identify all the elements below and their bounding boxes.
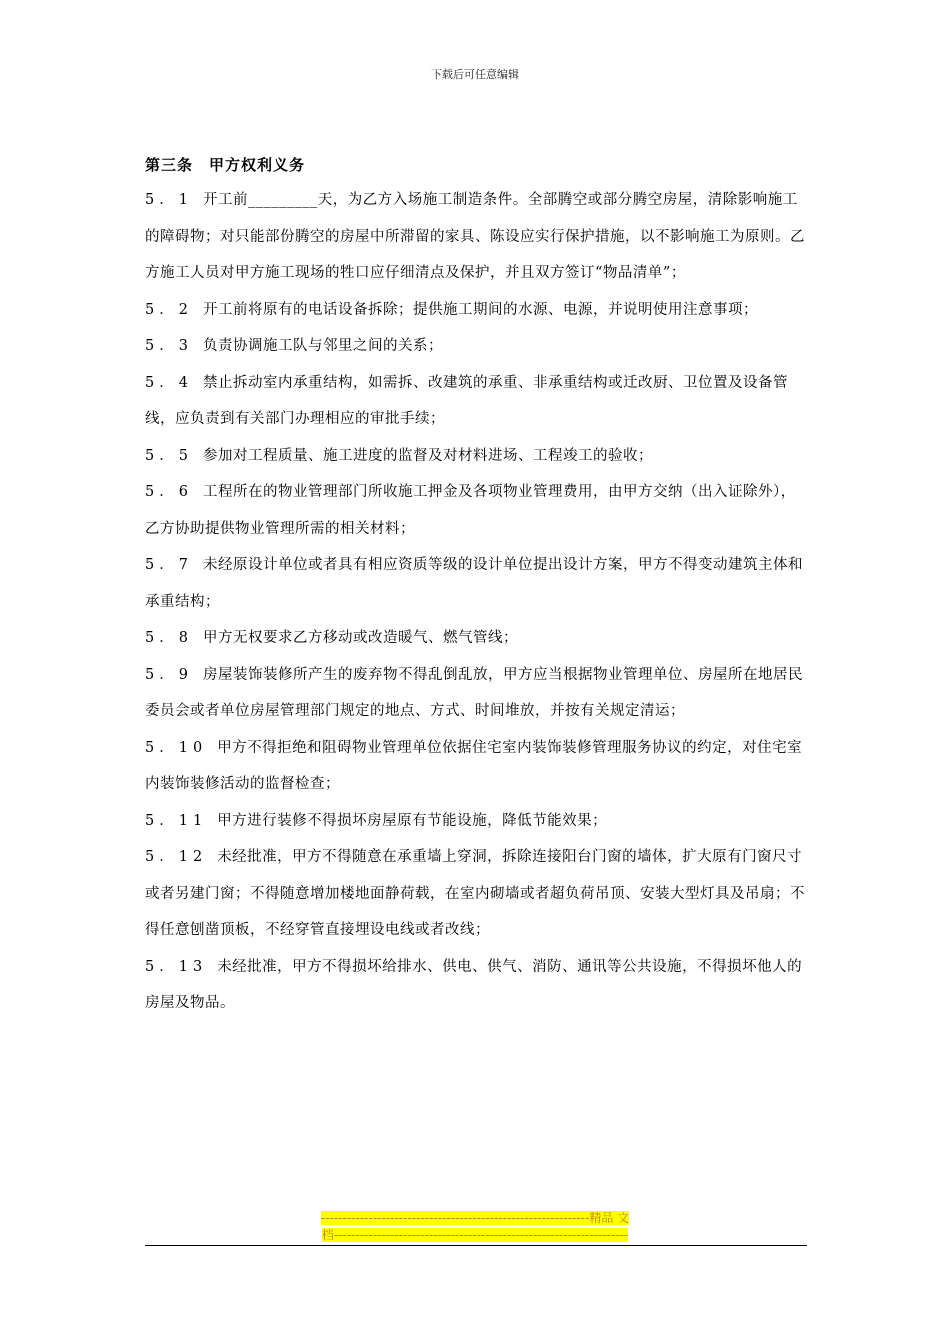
clause-number: 5．1	[145, 192, 193, 208]
clause-5-10	[145, 730, 807, 803]
clause-5-2	[145, 292, 807, 329]
clause-text: 甲方无权要求乙方移动或改造暖气、燃气管线；	[202, 630, 518, 646]
clause-number: 5．13	[145, 958, 208, 975]
clause-text: 房屋装饰装修所产生的废弃物不得乱倒乱放，甲方应当根据物业管理单位、房屋所在地居民委员会或者单位房屋管理部门规定的地点、方式、时间堆放，并按有关规定清运；	[145, 666, 803, 719]
clause-5-6	[145, 474, 807, 547]
clause-number: 5．10	[145, 739, 208, 756]
footer-divider	[145, 1245, 807, 1246]
clause-text: 未经批准，甲方不得随意在承重墙上穿洞，拆除连接阳台门窗的墙体，扩大原有门窗尺寸或者另建门窗；不得随意增加楼地面静荷载，在室内砌墙或者超负荷吊顶、安装大型灯具及吊扇；不得任意刨凿顶板，不经穿管直接埋设电线或者改线；	[145, 849, 805, 938]
clause-5-8	[145, 620, 807, 657]
clause-5-9	[145, 657, 807, 730]
document-body	[145, 150, 807, 1022]
footer-watermark	[0, 1210, 950, 1244]
footer-line-2: 档--------------------------------------------------------------------	[321, 1228, 629, 1242]
clause-text: 甲方进行装修不得损坏房屋原有节能设施，降低节能效果；	[217, 812, 608, 829]
clause-number: 5．11	[145, 812, 208, 829]
clause-5-11	[145, 803, 807, 840]
clause-number: 5．2	[145, 301, 193, 318]
clause-5-1	[145, 182, 807, 292]
clause-text: 参加对工程质量、施工进度的监督及对材料进场、工程竣工的验收；	[202, 447, 653, 464]
clause-text: 未经原设计单位或者具有相应资质等级的设计单位提出设计方案，甲方不得变动建筑主体和承重结构；	[145, 557, 803, 610]
clause-5-13	[145, 949, 807, 1022]
clause-5-7	[145, 547, 807, 620]
clause-5-5	[145, 438, 807, 475]
footer-line-1: --------------------------------------------------------------精品 文	[320, 1211, 630, 1225]
clause-text: 负责协调施工队与邻里之间的关系；	[202, 338, 443, 354]
clause-text: 开工前将原有的电话设备拆除；提供施工期间的水源、电源，并说明使用注意事项；	[202, 301, 758, 318]
clause-5-4	[145, 365, 807, 438]
clause-number: 5．12	[145, 849, 208, 865]
clause-number: 5．3	[145, 338, 193, 354]
section-title: 第三条 甲方权利义务	[145, 156, 306, 174]
clause-number: 5．8	[145, 630, 193, 646]
clause-number: 5．4	[145, 374, 193, 391]
clause-5-3	[145, 328, 807, 365]
clause-text: 工程所在的物业管理部门所收施工押金及各项物业管理费用，由甲方交纳（出入证除外），乙方协助提供物业管理所需的相关材料；	[145, 484, 796, 537]
clause-number: 5．5	[145, 447, 193, 464]
clause-text: 未经批准，甲方不得损坏给排水、供电、供气、消防、通讯等公共设施，不得损坏他人的房屋及物品。	[145, 958, 803, 1011]
clause-text: 开工前_________天，为乙方入场施工制造条件。全部腾空或部分腾空房屋，清除影响施工的障碍物；对只能部份腾空的房屋中所滞留的家具、陈设应实行保护措施，以不影响施工为原则。乙方施工人员对甲方施工现场的牲口应仔细清点及保护，并且双方签订“物品清单”；	[145, 192, 805, 281]
clause-number: 5．6	[145, 484, 193, 500]
clause-text: 禁止拆动室内承重结构，如需拆、改建筑的承重、非承重结构或迁改厨、卫位置及设备管线，应负责到有关部门办理相应的审批手续；	[145, 374, 788, 427]
clause-number: 5．7	[145, 557, 193, 573]
header-note: 下载后可任意编辑	[431, 68, 519, 81]
clause-text: 甲方不得拒绝和阻碍物业管理单位依据住宅室内装饰装修管理服务协议的约定，对住宅室内装饰装修活动的监督检查；	[145, 739, 803, 792]
clause-5-12	[145, 839, 807, 949]
clause-number: 5．9	[145, 666, 193, 683]
